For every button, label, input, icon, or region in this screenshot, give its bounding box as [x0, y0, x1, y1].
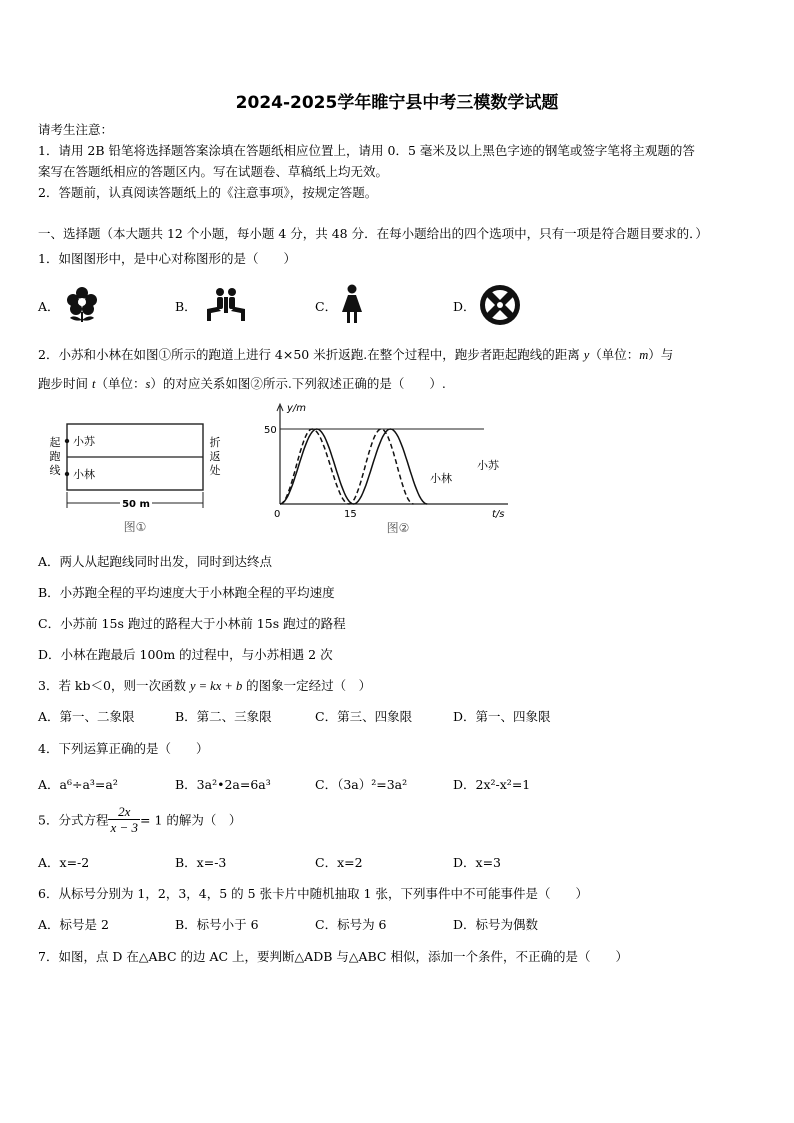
- q3-option-d: D．第一、四象限: [453, 709, 551, 724]
- q2-stem-line1: [38, 345, 673, 363]
- q4-option-a: A．a⁶÷a³=a²: [38, 777, 118, 792]
- q5-option-b: B．x=-3: [175, 855, 227, 870]
- q5-option-a: A．x=-2: [38, 855, 90, 870]
- q5-stem-text-b: = 1 的解为（ ）: [140, 812, 242, 828]
- q2-stem-line2: [38, 374, 446, 392]
- q2-option-b: B．小苏跑全程的平均速度大于小林跑全程的平均速度: [38, 585, 335, 600]
- q5-option-c: C．x=2: [315, 855, 363, 870]
- section-heading: 一、选择题（本大题共 12 个小题，每小题 4 分，共 48 分．在每小题给出的四个选项中，只有一项是符合题目要求的．）: [38, 226, 708, 241]
- left-label-1: 起: [49, 436, 61, 449]
- start-dot-bottom: [65, 472, 69, 476]
- q5-stem-text-a: 5．分式方程: [38, 812, 109, 828]
- q5-fraction-denominator: x − 3: [110, 820, 138, 835]
- q3-stem-text-a: 3．若 kb＜0，则一次函数: [38, 678, 190, 693]
- q2-stem2-text-a: 跑步时间: [38, 376, 92, 391]
- q5-fraction: [108, 804, 140, 835]
- q6-option-b: B．标号小于 6: [175, 917, 259, 932]
- notice-item1-line1: 1．请用 2B 铅笔将选择题答案涂填在答题纸相应位置上，请用 0．5 毫米及以上黑色字迹的钢笔或签字笔将主观题的答: [38, 143, 695, 158]
- q2-stem-text-b: （单位：: [589, 347, 640, 362]
- q2-unit-m: m: [639, 348, 649, 362]
- circle-cross-icon: [478, 283, 522, 327]
- q2-var-t: t: [91, 377, 96, 391]
- y-axis-label: y/m: [287, 403, 307, 414]
- q4-stem: 4．下列运算正确的是（ ）: [38, 741, 209, 756]
- q1-option-c-label: C．: [315, 299, 338, 314]
- q2-stem2-text-c: ）的对应关系如图②所示.下列叙述正确的是（ ）.: [150, 376, 446, 391]
- q1-option-d-label: D．: [453, 299, 476, 314]
- flower-icon: [62, 284, 102, 324]
- series-label-xiaosu: 小苏: [477, 459, 499, 472]
- q6-option-d: D．标号为偶数: [453, 917, 539, 932]
- q2-stem-text-c: ）与: [648, 347, 674, 362]
- q3-stem: [38, 676, 371, 694]
- left-label-2: 跑: [49, 450, 61, 463]
- q2-stem-text-a: 2．小苏和小林在如图①所示的跑道上进行 4×50 米折返跑.在整个过程中，跑步者距起跑线的距离: [38, 347, 584, 362]
- start-dot-top: [65, 439, 69, 443]
- right-label-2: 返: [209, 450, 221, 463]
- q2-var-y: y: [583, 348, 590, 362]
- q4-option-b: B．3a²•2a=6a³: [175, 777, 271, 792]
- y-tick-50: 50: [264, 425, 277, 436]
- width-label: 50 m: [122, 499, 150, 510]
- q2-option-a: A．两人从起跑线同时出发，同时到达终点: [38, 554, 273, 569]
- q6-option-c: C．标号为 6: [315, 917, 387, 932]
- q1-option-a-label: A．: [38, 299, 60, 314]
- notice-item1-line2: 案写在答题纸相应的答题区内。写在试题卷、草稿纸上均无效。: [38, 164, 389, 179]
- q1-stem: 1．如图图形中，是中心对称图形的是（ ）: [38, 251, 296, 266]
- q2-stem2-text-b: （单位：: [95, 376, 146, 391]
- q1-option-b-label: B．: [175, 299, 197, 314]
- q4-option-c: C．（3a）²=3a²: [315, 777, 408, 792]
- x-tick-15: 15: [344, 509, 357, 520]
- q2-option-c: C．小苏前 15s 跑过的路程大于小林前 15s 跑过的路程: [38, 616, 346, 631]
- right-label-3: 处: [209, 464, 221, 477]
- figure2-caption: 图②: [386, 521, 410, 535]
- two-seated-people-icon: [203, 287, 249, 323]
- q5-option-d: D．x=3: [453, 855, 501, 870]
- q3-formula: y = kx + b: [189, 679, 243, 693]
- q3-option-a: A．第一、二象限: [38, 709, 135, 724]
- series-line-xiaolin: [280, 429, 413, 504]
- q3-option-b: B．第二、三象限: [175, 709, 272, 724]
- figure1-caption: 图①: [123, 520, 147, 534]
- lane-label-xiaolin: 小林: [73, 468, 95, 481]
- q7-stem: 7．如图，点 D 在△ABC 的边 AC 上，要判断△ADB 与△ABC 相似，添加一个条件，不正确的是（ ）: [38, 949, 628, 964]
- q2-option-d: D．小林在跑最后 100m 的过程中，与小苏相遇 2 次: [38, 647, 333, 662]
- q6-option-a: A．标号是 2: [38, 917, 109, 932]
- q3-option-c: C．第三、四象限: [315, 709, 413, 724]
- x-tick-0: 0: [274, 509, 281, 520]
- q5-stem: [38, 804, 241, 835]
- right-label-1: 折: [209, 436, 221, 449]
- q3-stem-text-b: 的图象一定经过（ ）: [242, 678, 372, 693]
- q2-figure1-track: [40, 404, 240, 544]
- q2-figure2-chart: [264, 398, 518, 540]
- notice-heading: 请考生注意：: [38, 122, 114, 137]
- x-axis-label: t/s: [492, 509, 505, 520]
- q6-stem: 6．从标号分别为 1，2，3，4，5 的 5 张卡片中随机抽取 1 张，下列事件中不可能事件是（ ）: [38, 886, 588, 901]
- notice-item2: 2．答题前，认真阅读答题纸上的《注意事项》，按规定答题。: [38, 185, 378, 200]
- left-label-3: 线: [49, 464, 61, 477]
- q2-unit-s: s: [145, 377, 151, 391]
- q4-option-d: D．2x²-x²=1: [453, 777, 531, 792]
- lane-label-xiaosu: 小苏: [73, 435, 95, 448]
- q5-fraction-numerator: 2x: [108, 804, 140, 820]
- woman-figure-icon: [340, 284, 364, 324]
- page-title: 2024-2025学年睢宁县中考三模数学试题: [235, 93, 559, 113]
- series-label-xiaolin: 小林: [430, 472, 452, 485]
